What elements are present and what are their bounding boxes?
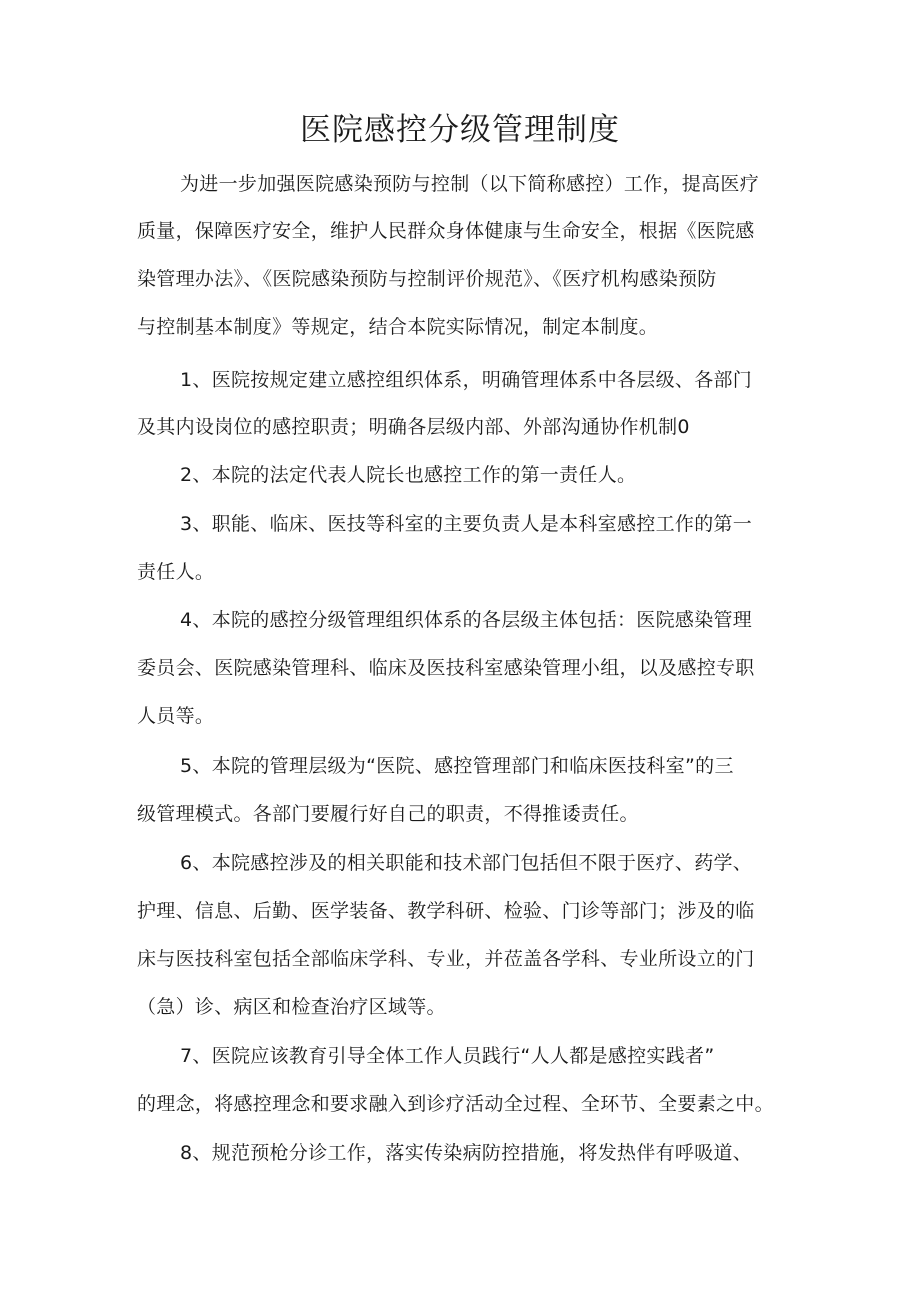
text-line: 1、医院按规定建立感控组织体系，明确管理体系中各层级、各部门 (180, 369, 753, 391)
text-line: 为进一步加强医院感染预防与控制（以下简称感控）工作，提高医疗 (180, 173, 760, 195)
text-line: 3、职能、临床、医技等科室的主要负责人是本科室感控工作的第一 (180, 513, 753, 535)
text-line: 质量，保障医疗安全，维护人民群众身体健康与生命安全，根据《医院感 (137, 220, 755, 242)
text-line: 8、规范预枪分诊工作，落实传染病防控措施，将发热伴有呼吸道、 (180, 1142, 753, 1164)
text-line: 与控制基本制度》等规定，结合本院实际情况，制定本制度。 (137, 316, 659, 338)
text-line: 4、本院的感控分级管理组织体系的各层级主体包括：医院感染管理 (180, 609, 753, 631)
text-line: 7、医院应该教育引导全体工作人员践行“人人都是感控实践者” (180, 1045, 715, 1067)
text-line: 床与医技科室包括全部临床学科、专业，并莅盖各学科、专业所设立的门 (137, 948, 755, 970)
text-line: 人员等。 (137, 705, 215, 727)
text-line: 责任人。 (137, 561, 215, 583)
text-line: 委员会、医院感染管理科、临床及医技科室感染管理小组，以及感控专职 (137, 657, 755, 679)
document-title: 医院感控分级管理制度 (300, 112, 620, 148)
text-line: 及其内设岗位的感控职责；明确各层级内部、外部沟通协作机制0 (137, 416, 690, 438)
text-line: （急）诊、病区和检查治疗区域等。 (137, 996, 446, 1018)
text-line: 染管理办法》、《医院感染预防与控制评价规范》、《医疗机构感染预防 (137, 268, 717, 290)
text-line: 5、本院的管理层级为“医院、感控管理部门和临床医技科室”的三 (180, 755, 734, 777)
text-line: 级管理模式。各部门要履行好自己的职责，不得推诿责任。 (137, 803, 639, 825)
text-line: 的理念，将感控理念和要求融入到诊疗活动全过程、全环节、全要素之中。 (137, 1093, 774, 1115)
text-line: 2、本院的法定代表人院长也感控工作的第一责任人。 (180, 464, 637, 486)
text-line: 6、本院感控涉及的相关职能和技术部门包括但不限于医疗、药学、 (180, 852, 753, 874)
text-line: 护理、信息、后勤、医学装备、教学科研、检验、门诊等部门；涉及的临 (137, 900, 755, 922)
